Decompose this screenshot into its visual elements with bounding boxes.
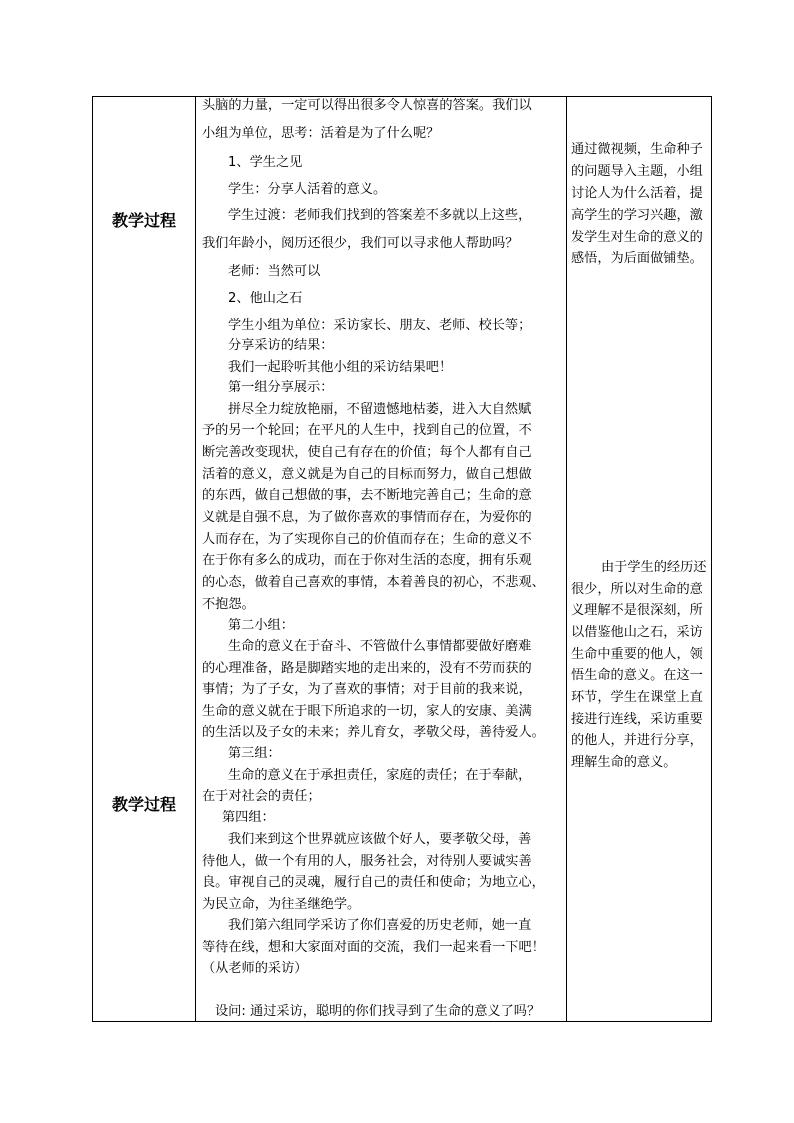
content-line: 第四组： bbox=[222, 810, 275, 825]
content-line: 的心态，做着自己喜欢的事情，本着善良的初心，不悲观、 bbox=[202, 575, 545, 590]
note-line: 发学生对生命的意义的 bbox=[571, 230, 703, 245]
content-line: （从老师的采访） bbox=[202, 961, 308, 976]
content-line: 的心理准备，路是脚踏实地的走出来的，没有不劳而获的 bbox=[202, 661, 532, 676]
content-line: 老师：当然可以 bbox=[228, 264, 321, 279]
content-line: 事情；为了子女，为了喜欢的事情；对于目前的我来说， bbox=[202, 682, 532, 697]
content-line: 在于你有多么的成功，而在于你对生活的态度，拥有乐观 bbox=[202, 553, 532, 568]
content-line: 第一组分享展示： bbox=[228, 380, 334, 395]
note-line: 接进行连线，采访重要 bbox=[571, 712, 703, 727]
content-line: 学生：分享人活着的意义。 bbox=[228, 182, 387, 197]
column-divider-left bbox=[195, 97, 196, 1021]
content-line: 良。审视自己的灵魂，履行自己的责任和使命；为地立心， bbox=[202, 875, 545, 890]
note-line: 由于学生的经历还 bbox=[601, 560, 707, 575]
note-line: 很少，所以对生命的意 bbox=[571, 582, 703, 597]
content-line: 人而存在，为了实现你自己的价值而存在；生命的意义不 bbox=[202, 532, 532, 547]
note-line: 的他人，并进行分享， bbox=[571, 733, 703, 748]
content-line: 在于对社会的责任； bbox=[202, 789, 321, 804]
content-line: 活着的意义，意义就是为自己的目标而努力，做自己想做 bbox=[202, 467, 532, 482]
content-line: 义就是自强不息，为了做你喜欢的事情而存在，为爱你的 bbox=[202, 510, 532, 525]
note-line: 以借鉴他山之石，采访 bbox=[571, 625, 703, 640]
content-line: 头脑的力量，一定可以得出很多令人惊喜的答案。我们以 bbox=[202, 98, 532, 113]
content-line: 生命的意义就在于眼下所追求的一切，家人的安康、美满 bbox=[202, 704, 532, 719]
content-line: 我们来到这个世界就应该做个好人，要孝敬父母，善 bbox=[228, 832, 532, 847]
note-line: 悟生命的意义。在这一 bbox=[571, 668, 703, 683]
column-divider-right bbox=[566, 97, 567, 1021]
section-label-bottom: 教学过程 bbox=[111, 795, 176, 814]
content-line: 拼尽全力绽放艳丽，不留遗憾地枯萎，进入大自然赋 bbox=[228, 402, 532, 417]
note-line: 通过微视频，生命种子 bbox=[571, 142, 703, 157]
content-line: 的生活以及子女的未来；养儿育女，孝敬父母，善待爱人。 bbox=[202, 725, 545, 740]
content-line: 2、他山之石 bbox=[228, 291, 303, 306]
content-line: 学生过渡：老师我们找到的答案差不多就以上这些， bbox=[228, 208, 532, 223]
content-line: 生命的意义在于奋斗、不管做什么事情都要做好磨难 bbox=[228, 639, 532, 654]
lesson-table bbox=[92, 96, 712, 1022]
content-line: 1、学生之见 bbox=[228, 155, 303, 170]
note-line: 讨论人为什么活着，提 bbox=[571, 186, 703, 201]
content-line: 等待在线，想和大家面对面的交流，我们一起来看一下吧！ bbox=[202, 940, 545, 955]
content-line: 断完善改变现状，使自己有存在的价值；每个人都有自己 bbox=[202, 445, 532, 460]
content-line: 予的另一个轮回；在平凡的人生中，找到自己的位置，不 bbox=[202, 423, 532, 438]
content-line: 分享采访的结果： bbox=[228, 338, 334, 353]
content-line: 待他人，做一个有用的人，服务社会，对待别人要诚实善 bbox=[202, 854, 532, 869]
note-line: 的问题导入主题，小组 bbox=[571, 164, 703, 179]
content-line: 第二小组： bbox=[228, 618, 294, 633]
content-line: 不抱怨。 bbox=[202, 597, 255, 612]
note-line: 感悟，为后面做铺垫。 bbox=[571, 251, 703, 266]
content-line: 生命的意义在于承担责任，家庭的责任；在于奉献， bbox=[228, 768, 532, 783]
content-line: 设问: 通过采访，聪明的你们找寻到了生命的意义了吗？ bbox=[215, 1004, 541, 1019]
content-line: 的东西，做自己想做的事，去不断地完善自己；生命的意 bbox=[202, 488, 532, 503]
section-label-top: 教学过程 bbox=[111, 211, 176, 230]
note-line: 高学生的学习兴趣，激 bbox=[571, 208, 703, 223]
note-line: 环节，学生在课堂上直 bbox=[571, 690, 703, 705]
note-line: 生命中重要的他人，领 bbox=[571, 647, 703, 662]
content-line: 我们年龄小，阅历还很少，我们可以寻求他人帮助吗？ bbox=[202, 236, 519, 251]
content-line: 我们第六组同学采访了你们喜爱的历史老师，她一直 bbox=[228, 918, 532, 933]
content-line: 学生小组为单位：采访家长、朋友、老师、校长等； bbox=[228, 318, 532, 333]
content-line: 第三组： bbox=[228, 746, 281, 761]
content-line: 小组为单位，思考：活着是为了什么呢？ bbox=[202, 126, 440, 141]
content-line: 为民立命，为往圣继绝学。 bbox=[202, 897, 361, 912]
note-line: 义理解不是很深刻，所 bbox=[571, 603, 703, 618]
note-line: 理解生命的意义。 bbox=[571, 755, 677, 770]
content-line: 我们一起聆听其他小组的采访结果吧！ bbox=[228, 360, 453, 375]
